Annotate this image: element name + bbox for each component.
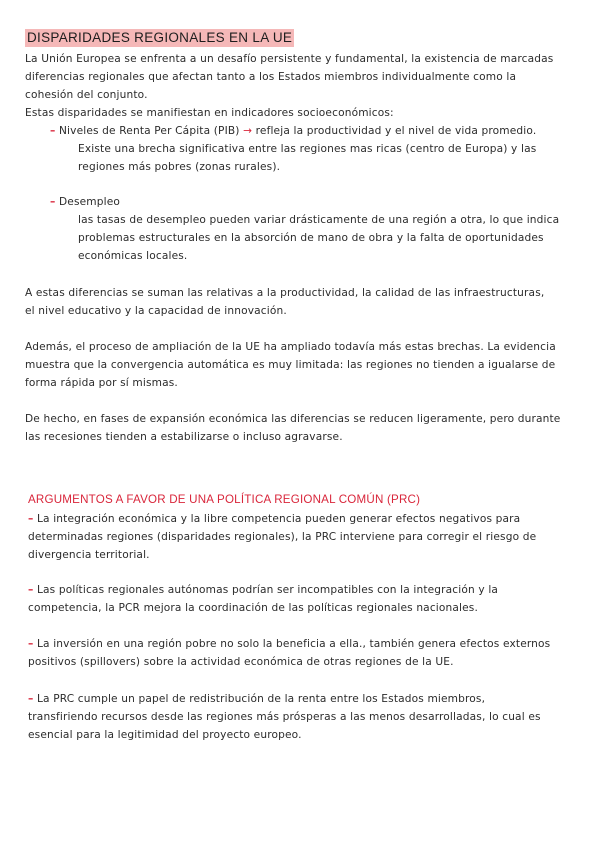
indicator-detail-renta bbox=[78, 140, 536, 176]
indicator-item-desempleo bbox=[50, 193, 120, 211]
indicators-intro: Estas disparidades se manifiestan en indicadores socioeconómicos: bbox=[25, 107, 394, 119]
text-line: muestra que la convergencia automática es muy limitada: las regiones no tienden a igualarse de bbox=[25, 359, 556, 371]
text-line: Existe una brecha significativa entre las regiones mas ricas (centro de Europa) y las bbox=[78, 143, 537, 155]
text-line: las tasas de desempleo pueden variar drásticamente de una región a otra, lo que indica bbox=[78, 214, 560, 226]
text-line: positivos (spillovers) sobre la actividad económica de otras regiones de la UE. bbox=[28, 656, 454, 668]
text-line: cohesión del conjunto. bbox=[25, 89, 148, 101]
argument-text: Las políticas regionales autónomas podrían ser incompatibles con la integración y la bbox=[36, 584, 499, 596]
argument-text: La inversión en una región pobre no solo la beneficia a ella., también genera efectos externos bbox=[36, 638, 551, 650]
argument-item-politicas bbox=[28, 581, 498, 617]
paragraph-productividad bbox=[25, 284, 544, 320]
text-line: La Unión Europea se enfrenta a un desafío persistente y fundamental, la existencia de marcadas bbox=[25, 53, 554, 65]
dash-bullet: – bbox=[50, 125, 56, 137]
text-line: Además, el proceso de ampliación de la UE ha ampliado todavía más estas brechas. La evidencia bbox=[25, 341, 556, 353]
argument-text: La PRC cumple un papel de redistribución de la renta entre los Estados miembros, bbox=[36, 693, 486, 705]
text-line bbox=[28, 510, 536, 528]
dash-bullet: – bbox=[28, 638, 34, 650]
text-line bbox=[50, 122, 536, 140]
arrow-icon: → bbox=[243, 125, 253, 137]
indicator-description: refleja la productividad y el nivel de vida promedio. bbox=[255, 125, 537, 137]
dash-bullet: – bbox=[28, 513, 34, 525]
text-line: regiones más pobres (zonas rurales). bbox=[78, 161, 281, 173]
text-line bbox=[28, 690, 541, 708]
text-line: De hecho, en fases de expansión económica las diferencias se reducen ligeramente, pero durante bbox=[25, 413, 561, 425]
text-line: el nivel educativo y la capacidad de innovación. bbox=[25, 305, 287, 317]
text-line: divergencia territorial. bbox=[28, 549, 150, 561]
intro-paragraph bbox=[25, 50, 553, 122]
dash-bullet: – bbox=[50, 196, 56, 208]
indicator-item-renta bbox=[50, 122, 536, 140]
indicator-label: Desempleo bbox=[58, 196, 121, 208]
text-line: esencial para la legitimidad del proyecto europeo. bbox=[28, 729, 302, 741]
indicator-label: Niveles de Renta Per Cápita (PIB) bbox=[58, 125, 240, 137]
text-line: económicas locales. bbox=[78, 250, 188, 262]
text-line: transfiriendo recursos desde las regiones más prósperas a las menos desarrolladas, lo cual es bbox=[28, 711, 541, 723]
argument-item-inversion bbox=[28, 635, 550, 671]
dash-bullet: – bbox=[28, 584, 34, 596]
text-line: determinadas regiones (disparidades regionales), la PRC interviene para corregir el riesgo de bbox=[28, 531, 537, 543]
text-line bbox=[28, 635, 550, 653]
argument-text: La integración económica y la libre competencia pueden generar efectos negativos para bbox=[36, 513, 521, 525]
dash-bullet: – bbox=[28, 693, 34, 705]
text-line: A estas diferencias se suman las relativas a la productividad, la calidad de las infraestructuras, bbox=[25, 287, 545, 299]
text-line bbox=[28, 581, 498, 599]
text-line: diferencias regionales que afectan tanto a los Estados miembros individualmente como la bbox=[25, 71, 517, 83]
text-line bbox=[50, 193, 120, 211]
text-line: problemas estructurales en la absorción de mano de obra y la falta de oportunidades bbox=[78, 232, 544, 244]
indicator-detail-desempleo bbox=[78, 211, 559, 265]
text-line: competencia, la PCR mejora la coordinación de las políticas regionales nacionales. bbox=[28, 602, 478, 614]
text-line: forma rápida por sí mismas. bbox=[25, 377, 178, 389]
argument-item-integracion bbox=[28, 510, 536, 564]
paragraph-expansion bbox=[25, 410, 560, 446]
argument-item-redistribucion bbox=[28, 690, 541, 744]
page-title: DISPARIDADES REGIONALES EN LA UE bbox=[27, 30, 293, 45]
section-heading: ARGUMENTOS A FAVOR DE UNA POLÍTICA REGIONAL COMÚN (PRC) bbox=[28, 493, 421, 506]
text-line: las recesiones tienden a estabilizarse o incluso agravarse. bbox=[25, 431, 343, 443]
paragraph-ampliacion bbox=[25, 338, 556, 392]
